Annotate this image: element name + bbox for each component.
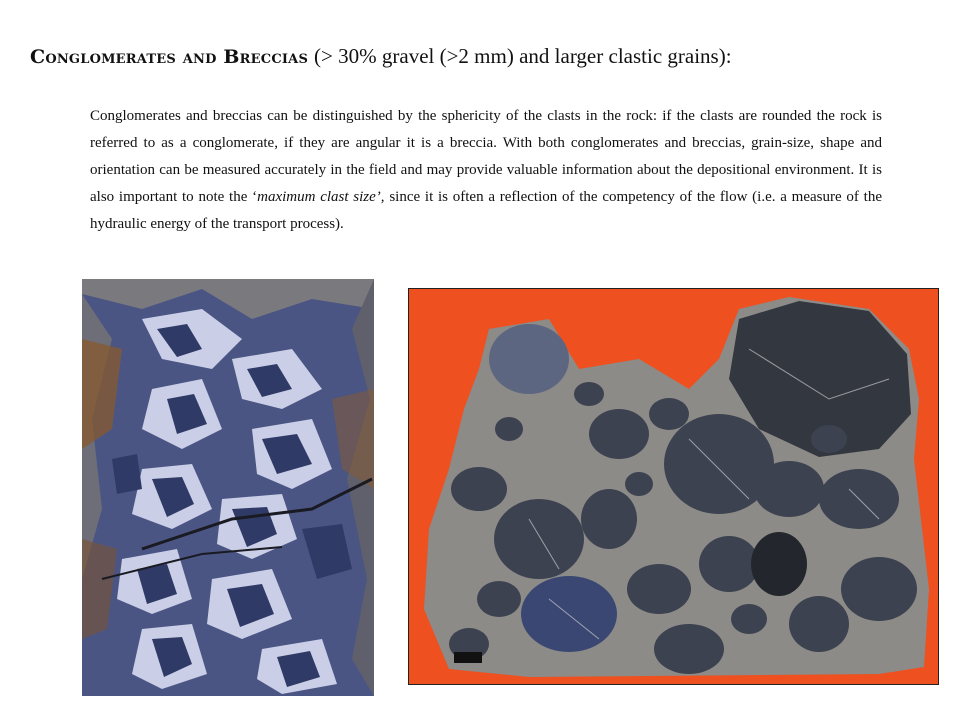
slide-title (30, 40, 955, 75)
breccia-image (82, 279, 374, 696)
breccia-photo (82, 279, 374, 696)
body-text-emphasis: maximum clast size’, (257, 189, 385, 205)
body-text-part-2: since it is often a reflection of the competency of the flow (i.e. a measure of the hydraulic energy of the transport process). (90, 189, 882, 232)
body-paragraph (90, 103, 882, 238)
conglomerate-image (409, 289, 938, 684)
title-main: Conglomerates and Breccias (30, 46, 309, 68)
conglomerate-photo (408, 288, 939, 685)
body-text-part-1: Conglomerates and breccias can be distinguished by the sphericity of the clasts in the rock: if the clasts are rounded the rock is referred to as a conglomerate, if they are angular it is a breccia. With both conglomerates and breccias, grain-size, shape and orientation can be measured accurately in the field and may provide valuable information about the depositional environment. It is also important to note the ‘ (90, 108, 882, 205)
title-subtitle: (> 30% gravel (>2 mm) and larger clastic grains): (314, 44, 732, 68)
scale-bar (454, 652, 482, 663)
